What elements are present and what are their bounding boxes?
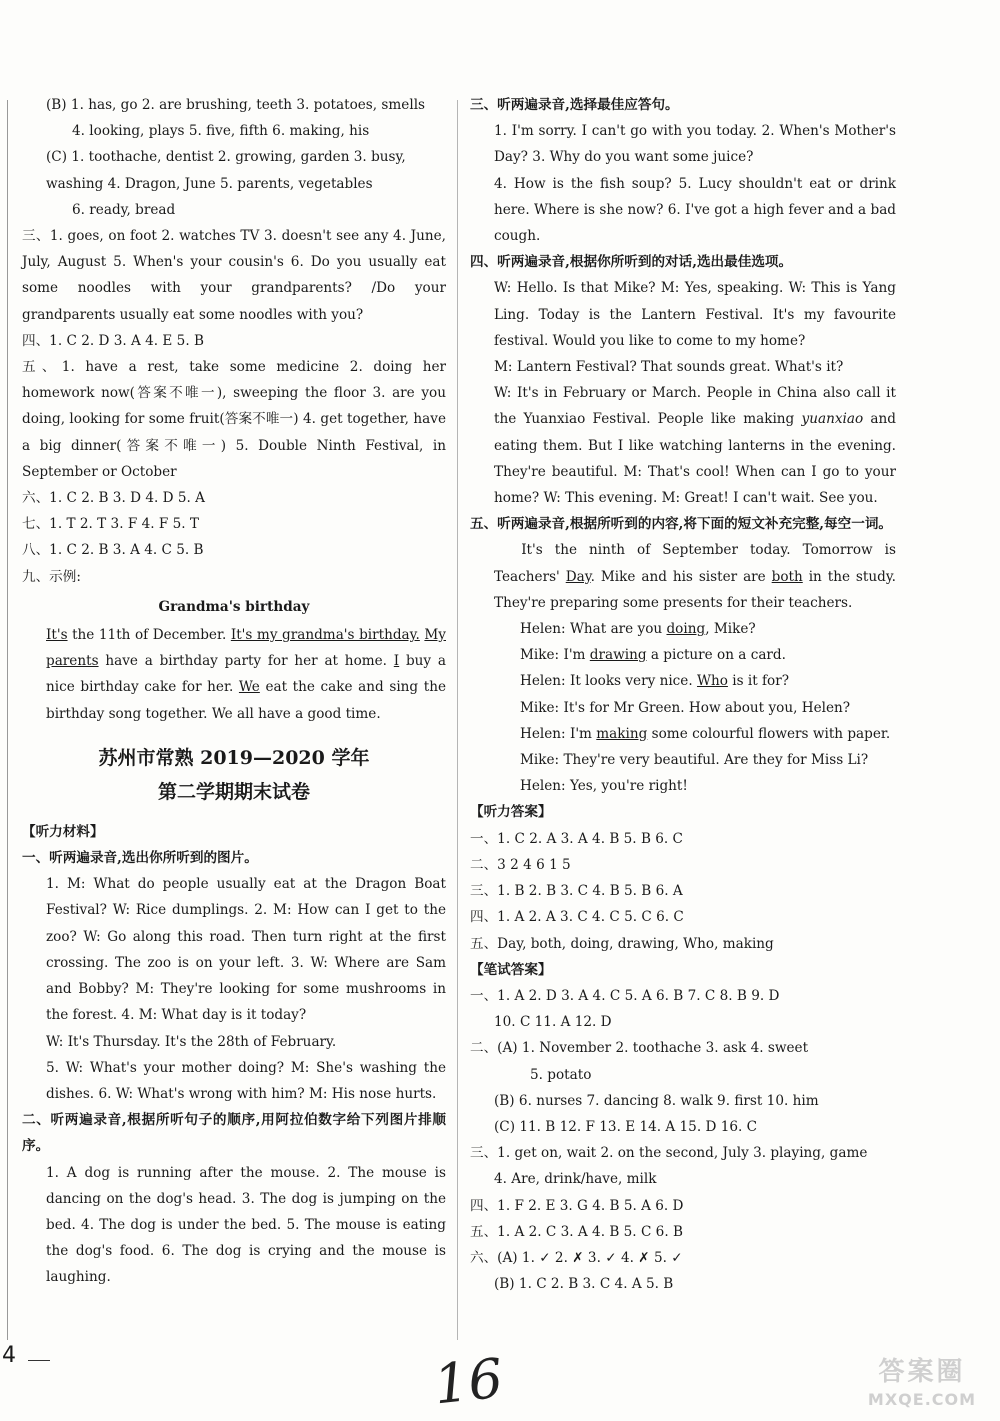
listening-script: W: It's Thursday. It's the 28th of February. [46, 1033, 337, 1050]
exam-subtitle: 第二学期期末试卷 [157, 780, 310, 803]
page-number: 4 [2, 1343, 16, 1368]
answer-section-8: 八、1. C 2. B 3. A 4. C 5. B [22, 542, 204, 559]
dialogue-line [470, 721, 896, 747]
passage-text: It's the ninth of September today. Tomorrow is Teachers' [494, 542, 896, 585]
answer-section-4: 四、1. C 2. D 3. A 4. E 5. B [22, 332, 204, 349]
answer-line: 三、1. get on, wait 2. on the second, July 3. playing, game [470, 1145, 868, 1162]
answer-line: 四、1. F 2. E 3. G 4. B 5. A 6. D [470, 1197, 684, 1214]
filled-blank: making [596, 725, 648, 742]
dialogue-text: W: It's in February or March. People in China also call it the Yuanxiao Festival. People like making [494, 385, 896, 428]
filled-blank: drawing [589, 647, 647, 664]
answer-line: 五、1. A 2. C 3. A 4. B 5. C 6. B [470, 1223, 683, 1240]
passage [470, 537, 896, 616]
answer-section-9: 九、示例: [22, 568, 81, 585]
section-heading: 【笔试答案】 [470, 961, 552, 978]
section-heading: 【听力答案】 [470, 804, 552, 821]
answer-line: (B) 1. has, go 2. are brushing, teeth 3. potatoes, smells [46, 97, 426, 113]
dialogue-line [470, 642, 896, 668]
line-text: , Mike? [705, 621, 756, 638]
answer-line: 三、1. B 2. B 3. C 4. B 5. B 6. A [470, 883, 683, 900]
handwritten-number: 16 [430, 1346, 506, 1417]
essay-body [22, 622, 446, 727]
line-text: Helen: It looks very nice. [520, 673, 697, 690]
question-heading: 一、听两遍录音,选出你所听到的图片。 [22, 850, 258, 867]
line-text: a picture on a card. [646, 647, 786, 664]
listening-script: 5. W: What's your mother doing? M: She's washing the dishes. 6. W: What's wrong with him? M: His nose hurts. [46, 1059, 446, 1102]
answer-line: 一、1. C 2. A 3. A 4. B 5. B 6. C [470, 830, 683, 847]
page-number-dash [28, 1360, 50, 1361]
essay-text: eat the cake and sing the birthday song together. We all have a good time. [46, 679, 446, 722]
passage-text: . Mike and his sister are [590, 568, 772, 585]
question-heading: 三、听两遍录音,选择最佳应答句。 [470, 97, 679, 113]
section-heading: 【听力材料】 [22, 823, 104, 840]
right-column [470, 92, 896, 1297]
dialogue-line [470, 668, 896, 694]
answer-line: 6. ready, bread [72, 201, 176, 218]
answer-line: (B) 6. nurses 7. dancing 8. walk 9. first 10. him [494, 1092, 819, 1109]
essay-underlined: We [238, 679, 260, 696]
dialogue [470, 380, 896, 511]
filled-blank: doing [666, 621, 706, 638]
line-text: is it for? [727, 673, 790, 690]
watermark-top: 答案圈 [878, 1357, 966, 1387]
answer-line: 4. Are, drink/have, milk [494, 1171, 657, 1188]
answer-section-3: 三、1. goes, on foot 2. watches TV 3. doesn't see any 4. June, July, August 5. When's your cousin's 6. Do you usually eat some noodles with your grandparents? /Do your grandparents usually eat some noodles with you? [22, 228, 446, 323]
answer-line: 二、3 2 4 6 1 5 [470, 856, 571, 873]
answer-line: 10. C 11. A 12. D [494, 1014, 612, 1031]
line-text: Mike: I'm [520, 647, 590, 664]
answer-line: 一、1. A 2. D 3. A 4. C 5. A 6. B 7. C 8. B 9. D [470, 987, 780, 1004]
answer-line: 二、(A) 1. November 2. toothache 3. ask 4. sweet [470, 1040, 809, 1057]
left-column [22, 92, 446, 1291]
watermark-logo [852, 1358, 992, 1418]
dialogue-italic: yuanxiao [801, 411, 864, 428]
question-heading: 五、听两遍录音,根据所听到的内容,将下面的短文补充完整,每空一词。 [470, 516, 893, 533]
answer-section-7: 七、1. T 2. T 3. F 4. F 5. T [22, 516, 199, 533]
essay-underlined: My parents [46, 627, 446, 670]
answer-section-6: 六、1. C 2. B 3. D 4. D 5. A [22, 490, 205, 507]
essay-underlined: It's my grandma's birthday. [230, 627, 420, 644]
essay-text: buy a nice birthday cake for her. [46, 653, 446, 696]
dialogue: M: Lantern Festival? That sounds great. What's it? [494, 359, 844, 376]
listening-script: 4. How is the fish soup? 5. Lucy shouldn't eat or drink here. Where is she now? 6. I've got a high fever and a bad cough. [494, 175, 896, 245]
answer-section-5: 五、1. have a rest, take some medicine 2. doing her homework now(答案不唯一), sweeping the floor 3. are you doing, looking for some fruit(答案不唯一) 4. get together, have a big dinner(答案不唯一) 5. Double Ninth Festival, in September or October [22, 359, 446, 480]
listening-script: 1. I'm sorry. I can't go with you today. 2. When's Mother's Day? 3. Why do you want some juice? [494, 123, 896, 166]
dialogue: W: Hello. Is that Mike? M: Yes, speaking. W: This is Yang Ling. Today is the Lantern Festival. It's my favourite festival. Would you like to come to my home? [494, 280, 896, 349]
answer-line: (C) 1. toothache, dentist 2. growing, garden 3. busy, [46, 149, 406, 166]
dialogue-text: and eating them. But I like watching lanterns in the evening. They're beautiful. M: That's cool! When can I go to your home? W: This evening. M: Great! I can't wait. See you. [494, 411, 896, 507]
essay-underlined: It's [46, 627, 68, 644]
answer-line: 五、Day, both, doing, drawing, Who, making [470, 935, 774, 952]
line-text: some colourful flowers with paper. [647, 725, 891, 742]
listening-script: 1. M: What do people usually eat at the Dragon Boat Festival? W: Rice dumplings. 2. M: How can I get to the zoo? W: Go along this road. Then turn right at the first crossing. The zoo is on your left. 3. W: Where are Sam and Bobby? M: They're looking for some mushrooms in the forest. 4. M: What day is it today? [46, 876, 446, 1024]
dialogue-line: Helen: Yes, you're right! [520, 778, 688, 795]
line-text: Helen: What are you [520, 621, 667, 638]
answer-line: washing 4. Dragon, June 5. parents, vegetables [46, 175, 373, 192]
left-margin-rule [7, 100, 8, 1340]
exam-title: 苏州市常熟 2019—2020 学年 [98, 746, 370, 769]
filled-blank: Who [696, 673, 728, 690]
dialogue-line [470, 616, 896, 642]
line-text: Helen: I'm [520, 725, 597, 742]
question-heading: 二、听两遍录音,根据所听句子的顺序,用阿拉伯数字给下列图片排顺序。 [22, 1112, 446, 1155]
answer-line: 4. looking, plays 5. five, fifth 6. making, his [72, 123, 370, 140]
answer-line: (B) 1. C 2. B 3. C 4. A 5. B [494, 1276, 674, 1293]
essay-underlined: I [393, 653, 400, 670]
dialogue-line: Mike: They're very beautiful. Are they for Miss Li? [520, 752, 869, 769]
answer-line: 六、(A) 1. ✓ 2. ✗ 3. ✓ 4. ✗ 5. ✓ [470, 1249, 683, 1266]
essay-text: the 11th of December. [67, 627, 231, 644]
watermark-bottom: MXQE.COM [867, 1390, 977, 1409]
column-divider [457, 100, 458, 1340]
dialogue-line: Mike: It's for Mr Green. How about you, Helen? [520, 699, 851, 716]
question-heading: 四、听两遍录音,根据你所听到的对话,选出最佳选项。 [470, 254, 793, 271]
filled-blank: both [771, 568, 803, 585]
answer-line: (C) 11. B 12. F 13. E 14. A 15. D 16. C [494, 1118, 758, 1135]
essay-text: have a birthday party for her at home. [98, 653, 394, 670]
answer-line: 5. potato [530, 1066, 592, 1083]
passage-text: in the study. They're preparing some presents for their teachers. [494, 568, 897, 611]
filled-blank: Day [565, 568, 591, 585]
listening-script: 1. A dog is running after the mouse. 2. The mouse is dancing on the dog's head. 3. The dog is jumping on the bed. 4. The dog is under the bed. 5. The mouse is eating the dog's food. 6. The dog is crying and the mouse is laughing. [46, 1164, 446, 1286]
essay-title: Grandma's birthday [158, 598, 310, 615]
answer-line: 四、1. A 2. A 3. C 4. C 5. C 6. C [470, 909, 684, 926]
